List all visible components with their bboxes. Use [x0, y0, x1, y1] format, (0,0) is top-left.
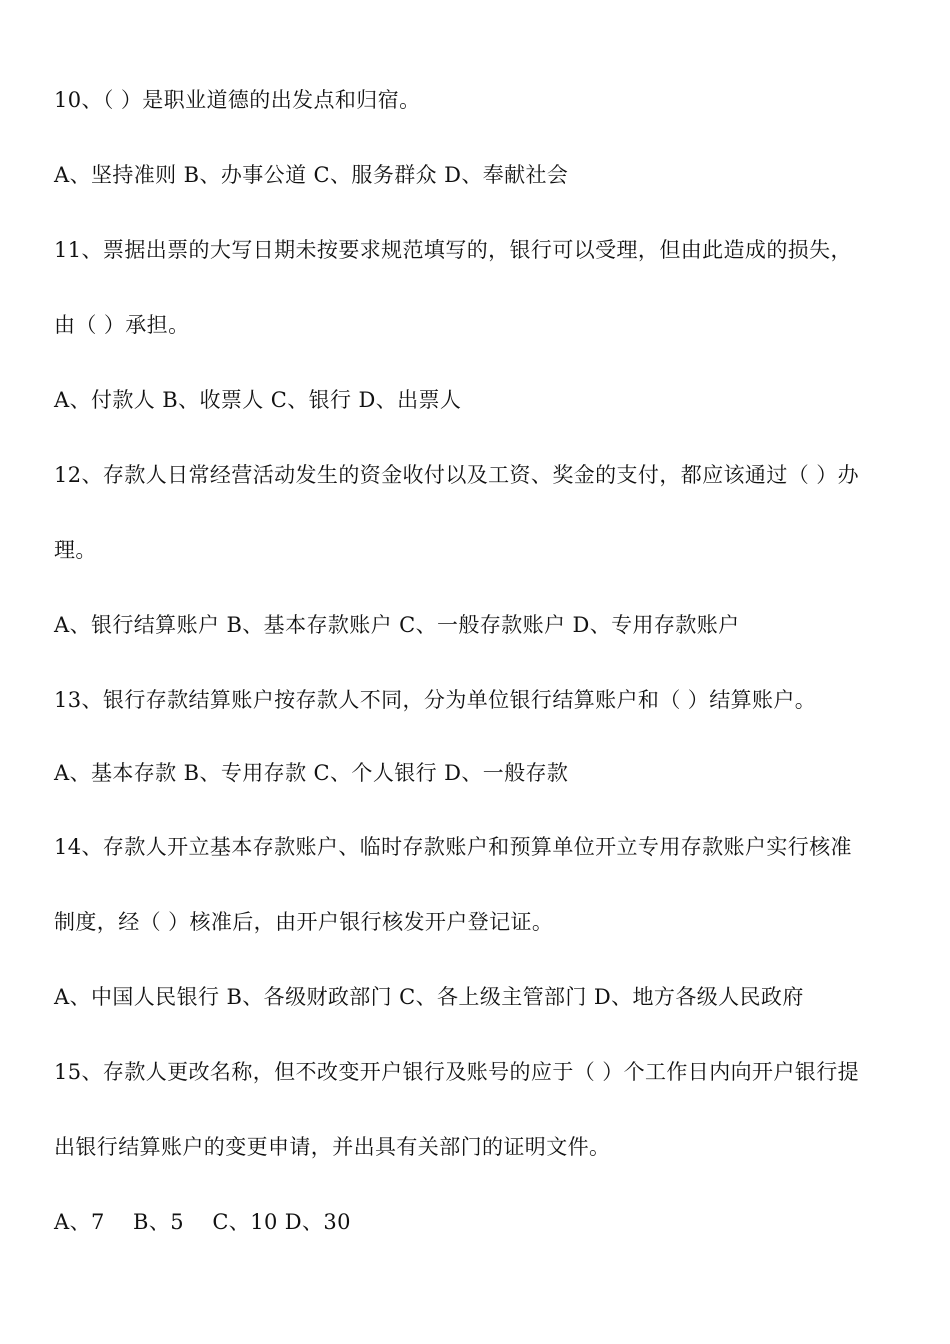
- question-15-options: A、7 B、5 C、10 D、30: [54, 1210, 351, 1234]
- question-14-text-cont: 制度，经（ ）核准后，由开户银行核发开户登记证。: [54, 910, 554, 934]
- question-12-text-cont: 理。: [54, 538, 97, 562]
- question-15-text-cont: 出银行结算账户的变更申请，并出具有关部门的证明文件。: [54, 1135, 611, 1159]
- question-13-options: A、基本存款 B、专用存款 C、个人银行 D、一般存款: [54, 761, 569, 785]
- question-11-text: 11、票据出票的大写日期未按要求规范填写的，银行可以受理，但由此造成的损失，: [54, 238, 852, 262]
- question-14-text: 14、存款人开立基本存款账户、临时存款账户和预算单位开立专用存款账户实行核准: [54, 835, 852, 859]
- question-12-text: 12、存款人日常经营活动发生的资金收付以及工资、奖金的支付，都应该通过（ ）办: [54, 463, 859, 487]
- question-10-text: 10、（ ）是职业道德的出发点和归宿。: [54, 88, 421, 112]
- question-11-options: A、付款人 B、收票人 C、银行 D、出票人: [54, 388, 462, 412]
- question-12-options: A、银行结算账户 B、基本存款账户 C、一般存款账户 D、专用存款账户: [54, 613, 740, 637]
- question-10-options: A、坚持准则 B、办事公道 C、服务群众 D、奉献社会: [54, 163, 569, 187]
- question-15-text: 15、存款人更改名称，但不改变开户银行及账号的应于（ ）个工作日内向开户银行提: [54, 1060, 859, 1084]
- question-13-text: 13、银行存款结算账户按存款人不同，分为单位银行结算账户和（ ）结算账户。: [54, 688, 817, 712]
- question-11-text-cont: 由（ ）承担。: [54, 313, 190, 337]
- question-14-options: A、中国人民银行 B、各级财政部门 C、各上级主管部门 D、地方各级人民政府: [54, 985, 804, 1009]
